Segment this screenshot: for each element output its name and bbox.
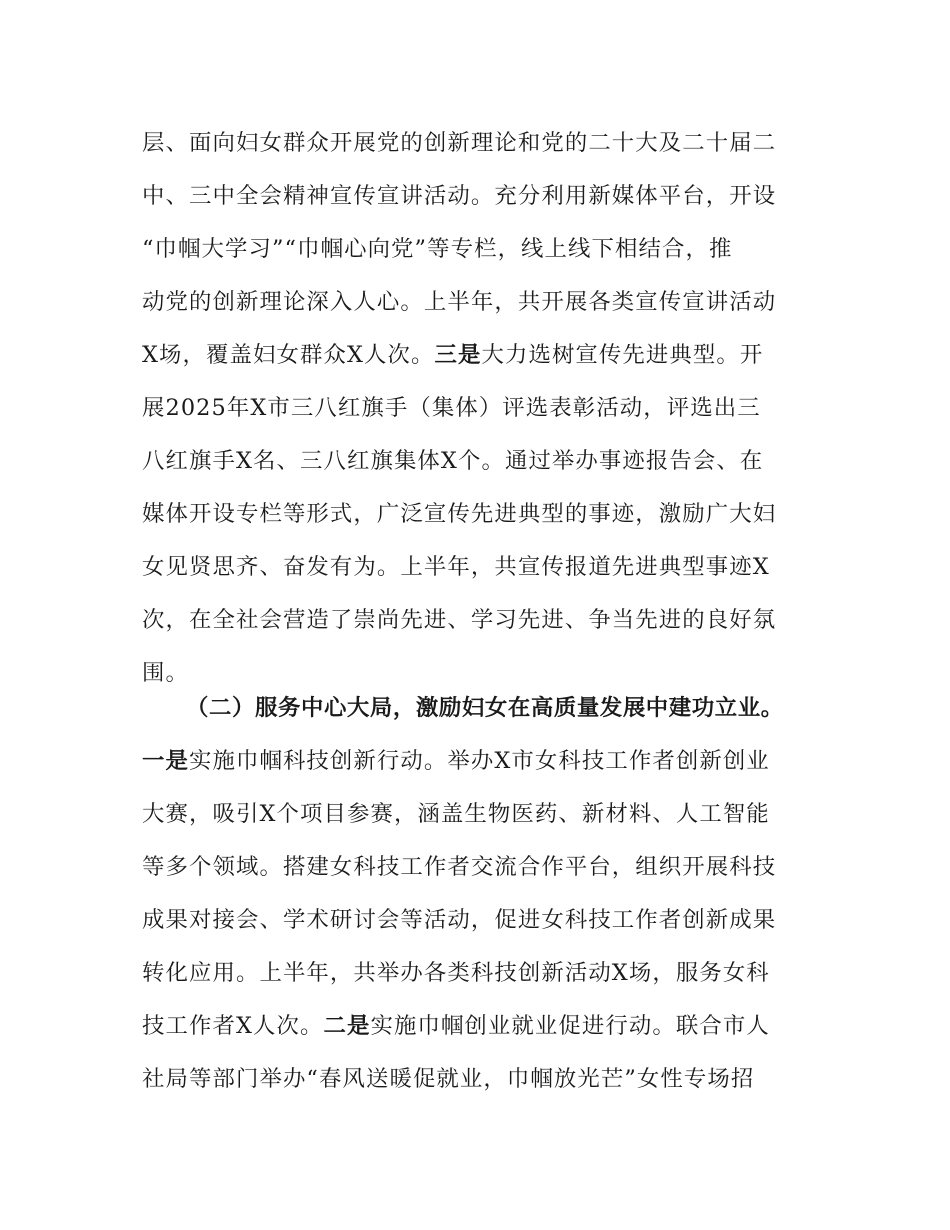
text-line: 媒体开设专栏等形式，广泛宣传先进典型的事迹，激励广大妇 bbox=[142, 501, 777, 527]
text-line: 大赛，吸引X个项目参赛，涵盖生物医药、新材料、人工智能 bbox=[142, 801, 770, 827]
text-line: 等多个领域。搭建女科技工作者交流合作平台，组织开展科技 bbox=[142, 854, 777, 880]
text-segment: 技工作者X人次。 bbox=[142, 1013, 324, 1039]
text-line: 转化应用。上半年，共举办各类科技创新活动X场，服务女科 bbox=[142, 960, 770, 986]
bold-marker-one: 一是 bbox=[142, 748, 189, 774]
text-line: 展2025年X市三八红旗手（集体）评选表彰活动，评选出三 bbox=[142, 395, 761, 421]
text-segment: X场，覆盖妇女群众X人次。 bbox=[142, 342, 435, 368]
text-line: 八红旗手X名、三八红旗集体X个。通过举办事迹报告会、在 bbox=[142, 448, 764, 474]
bold-marker-three: 三是 bbox=[434, 342, 482, 368]
text-line: 成果对接会、学术研讨会等活动，促进女科技工作者创新成果 bbox=[142, 907, 777, 933]
text-line: 女见贤思齐、奋发有为。上半年，共宣传报道先进典型事迹X bbox=[142, 554, 770, 580]
text-line: 中、三中全会精神宣传宣讲活动。充分利用新媒体平台，开设 bbox=[142, 183, 777, 209]
text-segment: 实施巾帼创业就业促进行动。联合市人 bbox=[370, 1013, 770, 1039]
text-line: 次，在全社会营造了崇尚先进、学习先进、争当先进的良好氛 bbox=[142, 607, 777, 633]
text-line: 社局等部门举办“春风送暖促就业，巾帼放光芒”女性专场招 bbox=[142, 1066, 755, 1092]
text-segment: 实施巾帼科技创新行动。举办X市女科技工作者创新创业 bbox=[188, 748, 770, 774]
text-segment: 大力选树宣传先进典型。开 bbox=[481, 342, 764, 368]
bold-marker-two: 二是 bbox=[323, 1013, 371, 1039]
text-line: 动党的创新理论深入人心。上半年，共开展各类宣传宣讲活动 bbox=[142, 289, 777, 315]
section-2 bbox=[142, 682, 814, 1106]
text-line bbox=[142, 735, 814, 788]
paragraph-1 bbox=[142, 117, 814, 700]
text-line bbox=[142, 329, 814, 382]
text-line: 层、面向妇女群众开展党的创新理论和党的二十大及二十届二 bbox=[142, 130, 777, 156]
text-line bbox=[142, 1000, 814, 1053]
section-heading: （二）服务中心大局，激励妇女在高质量发展中建功立业。 bbox=[186, 695, 784, 721]
text-line: 围。 bbox=[142, 660, 189, 686]
text-line: “巾帼大学习”“巾帼心向党”等专栏，线上线下相结合，推 bbox=[142, 236, 733, 262]
